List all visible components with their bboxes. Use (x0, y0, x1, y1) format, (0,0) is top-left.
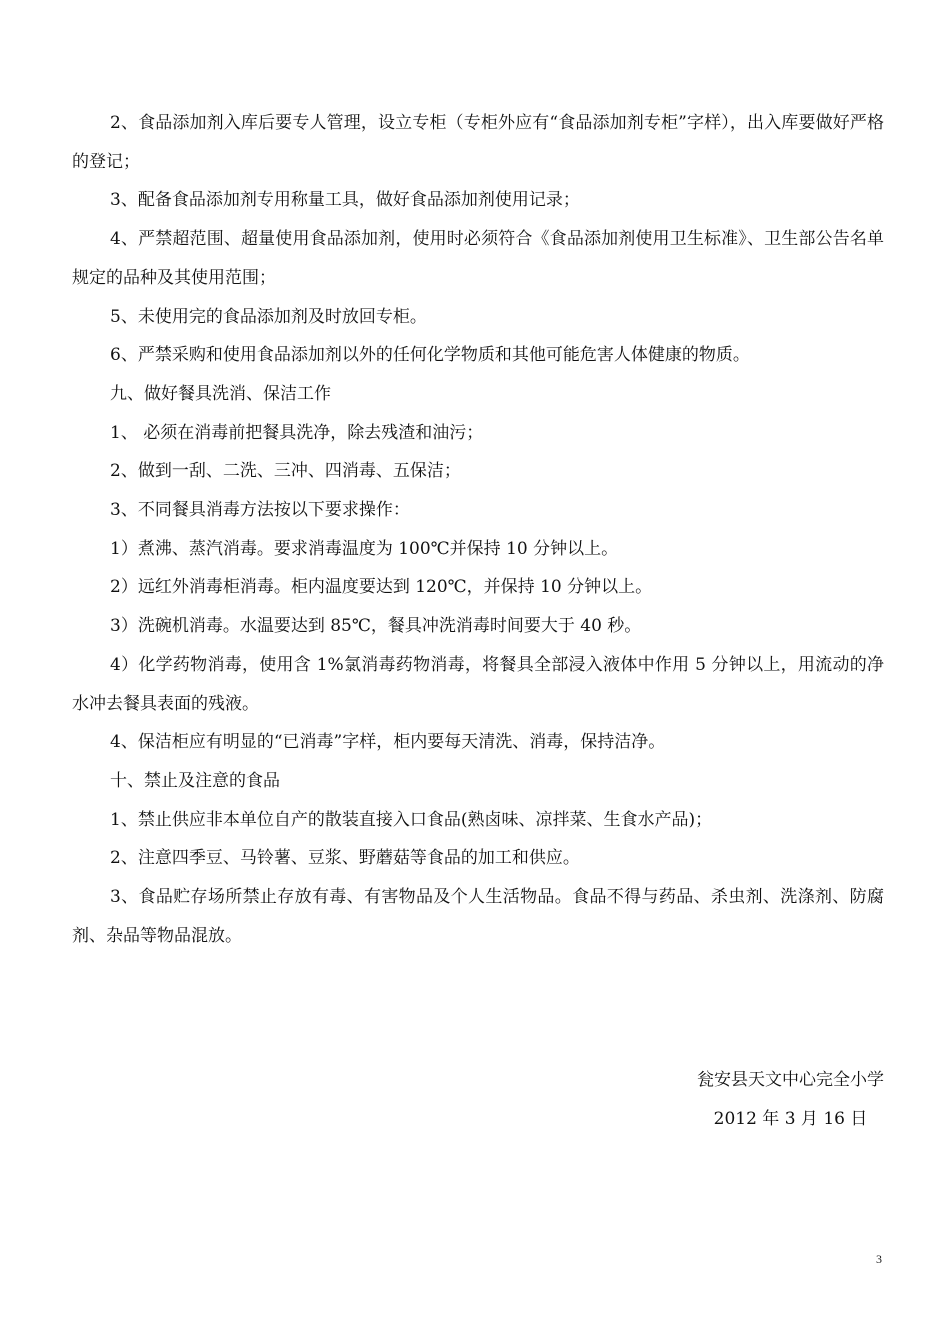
paragraph-bulk-food-ban: 1、禁止供应非本单位自产的散装直接入口食品(熟卤味、凉拌菜、生食水产品)； (110, 809, 713, 830)
paragraph-five-steps: 2、做到一刮、二洗、三冲、四消毒、五保洁； (110, 461, 461, 482)
paragraph-cleaning-cabinet: 4、保洁柜应有明显的“已消毒”字样，柜内要每天清洗、消毒，保持洁净。 (110, 732, 666, 753)
paragraph-wash-before-disinfect: 1、 必须在消毒前把餐具洗净，除去残渣和油污； (110, 422, 484, 443)
signature-organization: 瓮安县天文中心完全小学 (697, 1070, 884, 1090)
paragraph-boiling-steam: 1）煮沸、蒸汽消毒。要求消毒温度为 100℃并保持 10 分钟以上。 (110, 538, 619, 559)
paragraph-disinfection-methods-intro: 3、不同餐具消毒方法按以下要求操作： (110, 500, 410, 521)
signature-block (697, 1061, 884, 1138)
paragraph-return-unused: 5、未使用完的食品添加剂及时放回专柜。 (110, 306, 427, 327)
paragraph-food-attention: 2、注意四季豆、马铃薯、豆浆、野蘑菇等食品的加工和供应。 (110, 848, 580, 869)
section-heading-tableware-disinfection: 九、做好餐具洗消、保洁工作 (110, 383, 331, 404)
page-number: 3 (876, 1252, 882, 1266)
section-heading-prohibited-foods: 十、禁止及注意的食品 (110, 770, 280, 791)
paragraph-storage-rules: 3、食品贮存场所禁止存放有毒、有害物品及个人生活物品。食品不得与药品、杀虫剂、洗涤剂、防腐剂、杂品等物品混放。 (72, 887, 884, 946)
paragraph-additive-storage: 2、食品添加剂入库后要专人管理，设立专柜（专柜外应有“食品添加剂专柜”字样），出入库要做好严格的登记； (72, 113, 884, 172)
document-body (72, 104, 884, 955)
paragraph-prohibited-chemicals: 6、严禁采购和使用食品添加剂以外的任何化学物质和其他可能危害人体健康的物质。 (110, 345, 750, 366)
paragraph-dishwasher: 3）洗碗机消毒。水温要达到 85℃，餐具冲洗消毒时间要大于 40 秒。 (110, 616, 642, 637)
paragraph-weighing-tools: 3、配备食品添加剂专用称量工具，做好食品添加剂使用记录； (110, 190, 580, 211)
paragraph-infrared-cabinet: 2）远红外消毒柜消毒。柜内温度要达到 120℃，并保持 10 分钟以上。 (110, 577, 653, 598)
paragraph-chemical-disinfection: 4）化学药物消毒，使用含 1%氯消毒药物消毒，将餐具全部浸入液体中作用 5 分钟以上，用流动的净水冲去餐具表面的残液。 (72, 654, 884, 714)
paragraph-usage-limits: 4、严禁超范围、超量使用食品添加剂，使用时必须符合《食品添加剂使用卫生标准》、卫生部公告名单规定的品种及其使用范围； (72, 229, 884, 288)
signature-date: 2012 年 3 月 16 日 (713, 1108, 868, 1129)
